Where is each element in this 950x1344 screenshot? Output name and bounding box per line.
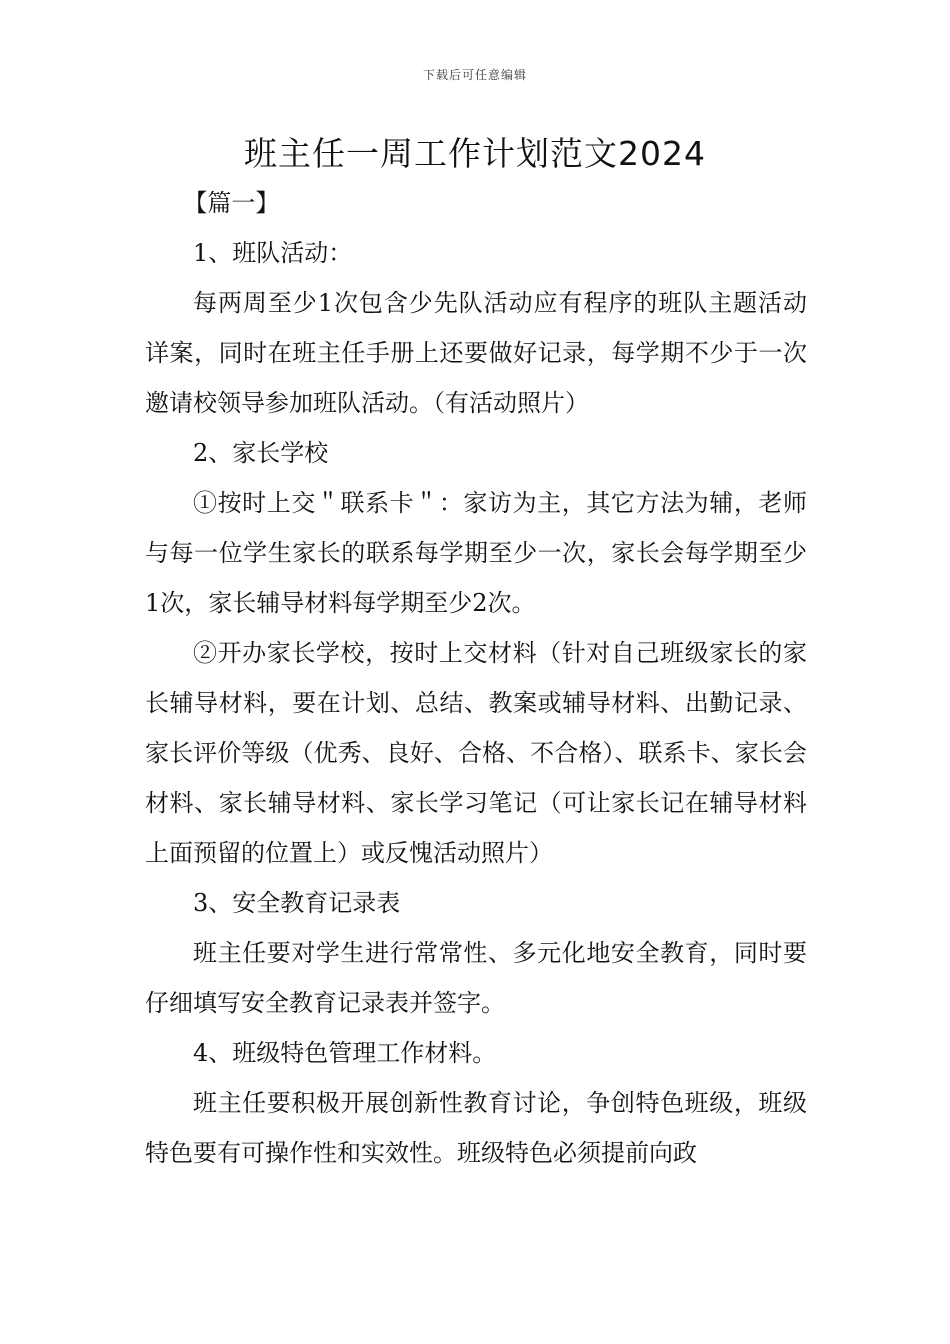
paragraph-3: 2、家长学校 [193,439,329,467]
document-title: 班主任一周工作计划范文2024 [244,134,706,173]
paragraph-2: 每两周至少1次包含少先队活动应有程序的班队主题活动详案，同时在班主任手册上还要做好记录，每学期不少于一次邀请校领导参加班队活动。（有活动照片） [145,289,807,417]
paragraph-1: 1、班队活动： [193,239,353,267]
paragraph-9: 班主任要积极开展创新性教育讨论，争创特色班级，班级特色要有可操作性和实效性。班级特色必须提前向政 [145,1089,807,1167]
paragraph-6: 3、安全教育记录表 [193,889,401,917]
paragraph-8: 4、班级特色管理工作材料。 [193,1039,497,1067]
document-body [145,178,807,1178]
paragraph-5: ②开办家长学校，按时上交材料（针对自己班级家长的家长辅导材料，要在计划、总结、教案或辅导材料、出勤记录、家长评价等级（优秀、良好、合格、不合格）、联系卡、家长会材料、家长辅导材料、家长学习笔记（可让家长记在辅导材料上面预留的位置上）或反愧活动照片） [145,639,807,867]
paragraph-7: 班主任要对学生进行常常性、多元化地安全教育，同时要仔细填写安全教育记录表并签字。 [145,939,807,1017]
section-tag: 【篇一】 [183,189,280,217]
paragraph-4: ①按时上交＂联系卡＂：家访为主，其它方法为辅，老师与每一位学生家长的联系每学期至少一次，家长会每学期至少1次，家长辅导材料每学期至少2次。 [145,489,807,617]
header-note: 下载后可任意编辑 [422,68,527,82]
